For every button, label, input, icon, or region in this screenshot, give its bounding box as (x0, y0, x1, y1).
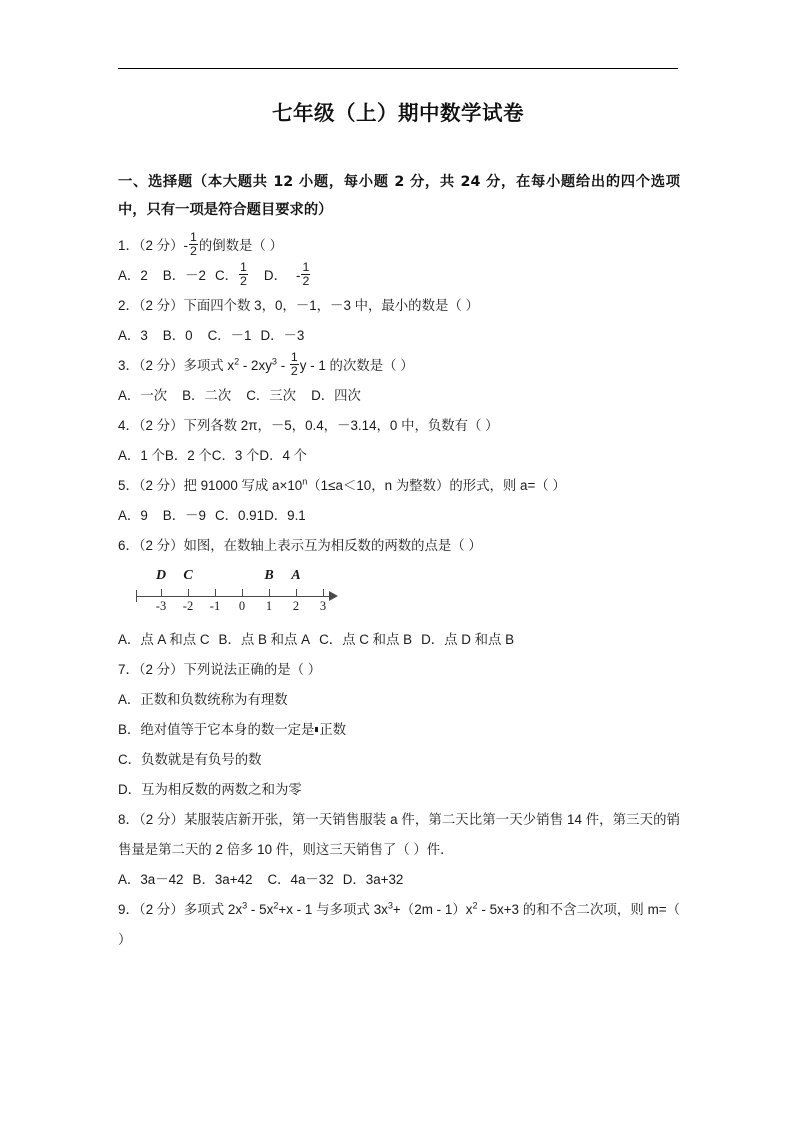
question-7-option-d: D．互为相反数的两数之和为零 (118, 782, 302, 797)
question-1-option-b-label: B． (162, 268, 186, 283)
question-7-option-b-text: B．绝对值等于它本身的数一定是 (118, 722, 315, 737)
question-7-option-a: A．正数和负数统称为有理数 (118, 692, 288, 707)
question-1-option-c-fraction: $\frac{1}{2}$ (240, 260, 247, 289)
question-6-stem: 6．（2 分）如图，在数轴上表示互为相反数的两数的点是（ ） (118, 538, 482, 553)
number-line-tick (296, 589, 297, 597)
question-3-option-b: B．二次 (182, 388, 232, 403)
question-4-option-a: A．1 个 (118, 448, 165, 463)
question-8-option-b: B．3a+42 (192, 872, 253, 887)
question-5-stem-pre: 5．（2 分）把 91000 写成 a×10 (118, 478, 303, 493)
question-5-option-b: B．－9 (162, 508, 206, 523)
question-3-option-c: C．三次 (246, 388, 297, 403)
number-line-label: 3 (319, 599, 327, 613)
question-2-option-a: A．3 (118, 328, 148, 343)
question-3-stem-pre: 3．（2 分）多项式 x (118, 358, 235, 373)
number-line-diagram (136, 565, 348, 623)
paper-body (118, 168, 680, 955)
question-9-stem-b: +x - 1 与多项式 3x (278, 902, 388, 917)
question-4-options (118, 441, 680, 471)
question-7-option-b-tail: 正数 (319, 722, 347, 737)
section-heading-multiple-choice: 一、选择题（本大题共 12 小题，每小题 2 分，共 24 分，在每小题给出的四个选项中，只有一项是符合题目要求的） (118, 174, 680, 218)
number-line-tick (161, 589, 162, 597)
question-1-option-c-label: C． (214, 268, 239, 283)
question-1-option-d-fraction: $\frac{1}{2}$ (302, 260, 310, 289)
question-1-option-d-minus: - (295, 268, 301, 283)
question-3-stem-mid: - 2xy (239, 358, 272, 373)
question-9-exponent-3: 3 (387, 900, 393, 911)
number-line-label: -3 (155, 599, 167, 613)
question-1-option-b-value: －2 (185, 268, 206, 283)
question-9-stem-a: - 5x (247, 902, 274, 917)
question-5-option-d: D．9.1 (264, 508, 306, 523)
question-1-minus: - (183, 238, 188, 253)
question-1-stem-pre: 1．（2 分） (118, 238, 184, 253)
question-3-option-d: D．四次 (311, 388, 361, 403)
number-line-point-a: A (291, 568, 301, 583)
question-9-exponent-2: 2 (273, 900, 279, 911)
number-line-tick (242, 589, 243, 597)
number-line-label: -1 (209, 599, 221, 613)
question-3-exponent-1: 2 (234, 356, 240, 367)
question-4-option-c: C．3 个 (211, 448, 260, 463)
question-2-stem: 2．（2 分）下面四个数 3，0，－1，－3 中，最小的数是（ ） (118, 298, 479, 313)
question-3-fraction: $\frac{1}{2}$ (290, 350, 298, 379)
number-line-point-d: D (155, 568, 167, 583)
question-6-option-d: D．点 D 和点 B (421, 632, 515, 647)
question-3-option-a: A．一次 (118, 388, 168, 403)
number-line-axis (136, 596, 333, 597)
question-3-exponent-2: 3 (271, 356, 277, 367)
question-3-stem (118, 351, 680, 381)
question-7-option-b (118, 715, 680, 745)
number-line-label: 1 (265, 599, 273, 613)
number-line-tick (323, 589, 324, 597)
question-2-option-c: C．－1 (207, 328, 252, 343)
question-8-stem: 8．（2 分）某服装店新开张，第一天销售服装 a 件，第二天比第一天少销售 14 件，第三天的销售量是第二天的 2 倍多 10 件，则这三天销售了（ ）件． (118, 812, 680, 857)
question-9-stem (118, 895, 680, 955)
question-9-exponent-4: 2 (472, 900, 478, 911)
question-6-option-c: C．点 C 和点 B (319, 632, 413, 647)
question-1-options (118, 261, 680, 291)
question-1-stem (118, 231, 680, 261)
number-line-tick (269, 589, 270, 597)
number-line-left-cap (136, 590, 137, 602)
question-9-stem-d: - 5x+3 的和不含二次项，则 m=（ ） (118, 902, 680, 947)
page-title: 七年级（上）期中数学试卷 (272, 101, 524, 125)
question-6-option-b: B．点 B 和点 A (218, 632, 311, 647)
number-line-tick (215, 589, 216, 597)
question-4-option-d: D．4 个 (259, 448, 308, 463)
number-line-label: -2 (182, 599, 194, 613)
question-3-minus: - (276, 358, 289, 373)
question-4-stem: 4．（2 分）下列各数 2π，－5，0.4，－3.14，0 中，负数有（ ） (118, 418, 499, 433)
question-6-options (118, 625, 680, 655)
number-line-label: 0 (238, 599, 246, 613)
number-line-tick (188, 589, 189, 597)
number-line-point-b: B (264, 568, 274, 583)
question-7-stem: 7．（2 分）下列说法正确的是（ ） (118, 662, 322, 677)
question-8-options (118, 865, 680, 895)
question-5-exponent: n (302, 476, 308, 487)
question-2-option-d: D．－3 (260, 328, 305, 343)
question-8-option-a: A．3a－42 (118, 872, 184, 887)
number-line-point-c: C (183, 568, 193, 583)
question-1-option-d-label: D． (263, 268, 287, 283)
question-3-options (118, 381, 680, 411)
number-line-label: 2 (292, 599, 300, 613)
header-rule (118, 68, 678, 69)
question-2-option-b: B．0 (162, 328, 193, 343)
question-9-stem-pre: 9．（2 分）多项式 2x (118, 902, 243, 917)
question-5-option-c: C．0.91 (214, 508, 265, 523)
question-1-option-a-value: 2 (140, 268, 148, 283)
question-9-stem-c: +（2m - 1）x (392, 902, 473, 917)
question-7-option-c: C．负数就是有负号的数 (118, 752, 262, 767)
question-9-exponent-1: 3 (242, 900, 248, 911)
question-5-stem-post: （1≤a＜10，n 为整数）的形式，则 a=（ ） (307, 478, 566, 493)
question-5-option-a: A．9 (118, 508, 148, 523)
question-8-option-c: C．4a－32 (267, 872, 334, 887)
question-8-option-d: D．3a+32 (342, 872, 404, 887)
question-6-figure (136, 565, 680, 623)
question-3-stem-post: y - 1 的次数是（ ） (299, 358, 414, 373)
question-5-options (118, 501, 680, 531)
scan-artifact-mark (315, 727, 318, 732)
question-5-stem (118, 471, 680, 501)
question-2-options (118, 321, 680, 351)
question-1-stem-post: 的倒数是（ ） (198, 238, 283, 253)
question-4-option-b: B．2 个 (164, 448, 212, 463)
question-6-option-a: A．点 A 和点 C (118, 632, 210, 647)
question-1-fraction: $\frac{1}{2}$ (189, 230, 197, 259)
question-1-option-a-label: A． (118, 268, 141, 283)
